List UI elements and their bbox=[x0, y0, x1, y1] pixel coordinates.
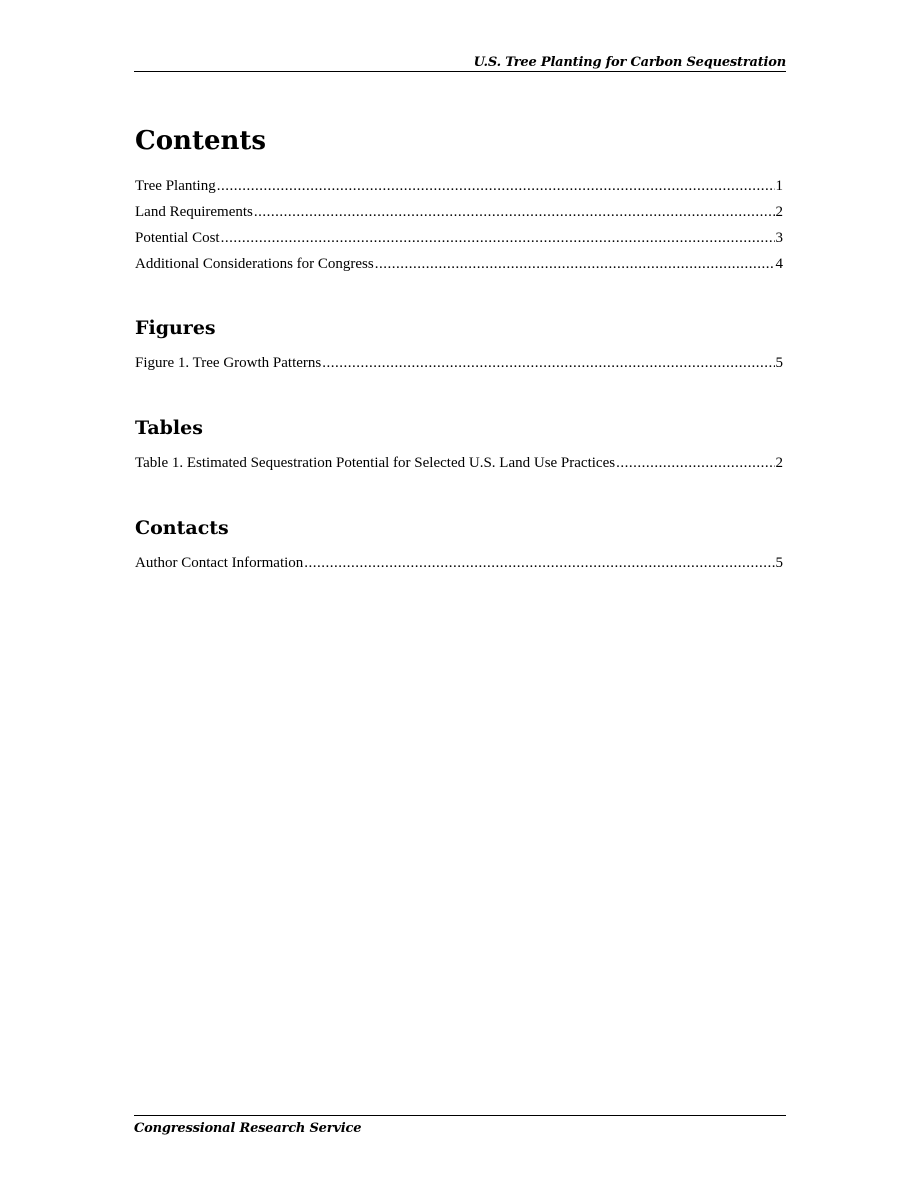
dot-leader bbox=[217, 173, 775, 199]
toc-entry-label: Table 1. Estimated Sequestration Potential for Selected U.S. Land Use Practices bbox=[135, 455, 616, 471]
toc-entry-potential-cost[interactable] bbox=[135, 225, 783, 251]
toc-page-number: 5 bbox=[775, 555, 783, 571]
figures-list bbox=[135, 350, 783, 376]
toc-entry-label: Tree Planting bbox=[135, 178, 216, 194]
tables-list bbox=[135, 450, 783, 476]
toc-page-number: 2 bbox=[775, 455, 783, 471]
toc-entry-author-contact[interactable] bbox=[135, 550, 783, 576]
contents-list bbox=[135, 173, 783, 277]
toc-entry-additional-considerations[interactable] bbox=[135, 251, 783, 277]
toc-entry-label: Additional Considerations for Congress bbox=[135, 256, 374, 272]
toc-page-number: 3 bbox=[775, 230, 783, 246]
contacts-list bbox=[135, 550, 783, 576]
toc-entry-figure-1[interactable] bbox=[135, 350, 783, 376]
dot-leader bbox=[322, 350, 774, 376]
running-footer: Congressional Research Service bbox=[134, 1115, 786, 1138]
toc-page-number: 4 bbox=[775, 256, 783, 272]
toc-entry-land-requirements[interactable] bbox=[135, 199, 783, 225]
toc-entry-label: Land Requirements bbox=[135, 204, 253, 220]
toc-entry-label: Author Contact Information bbox=[135, 555, 304, 571]
toc-entry-label: Figure 1. Tree Growth Patterns bbox=[135, 355, 322, 371]
running-header: U.S. Tree Planting for Carbon Sequestration bbox=[134, 55, 786, 72]
dot-leader bbox=[254, 199, 775, 225]
dot-leader bbox=[221, 225, 775, 251]
tables-heading: Tables bbox=[135, 417, 203, 439]
toc-entry-label: Potential Cost bbox=[135, 230, 220, 246]
toc-entry-table-1[interactable] bbox=[135, 450, 783, 476]
toc-entry-tree-planting[interactable] bbox=[135, 173, 783, 199]
toc-page-number: 1 bbox=[775, 178, 783, 194]
toc-page-number: 2 bbox=[775, 204, 783, 220]
dot-leader bbox=[304, 550, 774, 576]
dot-leader bbox=[616, 450, 774, 476]
contents-heading: Contents bbox=[135, 126, 267, 156]
figures-heading: Figures bbox=[135, 317, 216, 339]
contacts-heading: Contacts bbox=[135, 517, 229, 539]
toc-page-number: 5 bbox=[775, 355, 783, 371]
dot-leader bbox=[375, 251, 775, 277]
